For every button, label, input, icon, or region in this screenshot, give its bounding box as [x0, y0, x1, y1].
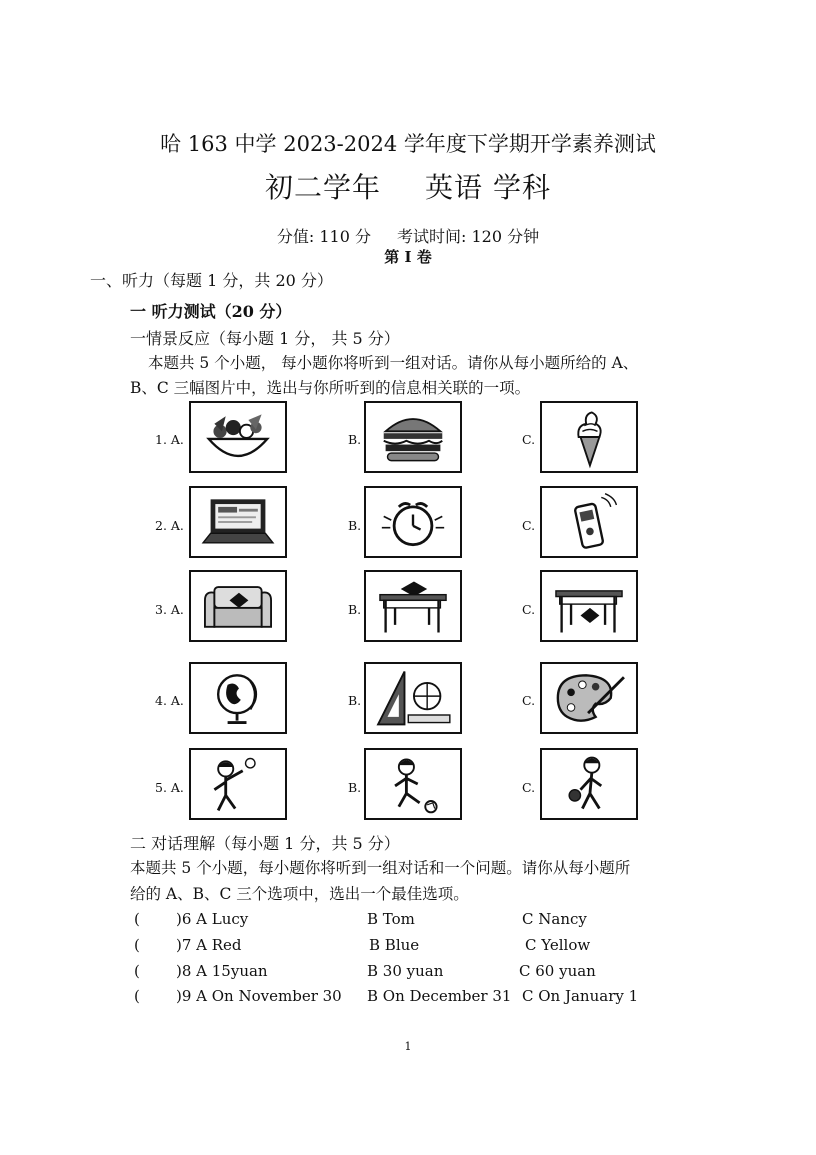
- q3-label-c: C.: [522, 602, 536, 617]
- q3-label-b: B.: [348, 602, 362, 617]
- globe-icon: [191, 664, 285, 732]
- girl-basketball-icon: [542, 750, 636, 818]
- q5-label-b: B.: [348, 780, 362, 795]
- q4-option-b-picture[interactable]: [364, 662, 462, 734]
- section-heading: 一、听力（每题 1 分，共 20 分）: [90, 271, 333, 290]
- q6-option-c[interactable]: C Nancy: [522, 910, 587, 928]
- volume-label: 第 I 卷: [384, 248, 432, 266]
- q9-answer-bracket[interactable]: (: [134, 987, 140, 1005]
- q1-label-a: 1. A.: [155, 432, 184, 447]
- time-label: 考试时间: 120 分钟: [397, 227, 540, 246]
- girl-volleyball-icon: [191, 750, 285, 818]
- q6-option-b[interactable]: B Tom: [367, 910, 415, 928]
- q5-option-a-picture[interactable]: [189, 748, 287, 820]
- q5-option-c-picture[interactable]: [540, 748, 638, 820]
- q2-label-a: 2. A.: [155, 518, 184, 533]
- sofa-icon: [191, 572, 285, 640]
- listening-subheading: 一 听力测试（20 分）: [130, 302, 292, 321]
- q4-label-b: B.: [348, 693, 362, 708]
- q2-option-c-picture[interactable]: [540, 486, 638, 558]
- hamburger-icon: [366, 403, 460, 471]
- exam-meta: [0, 224, 816, 247]
- q8-option-a[interactable]: )8 A 15yuan: [176, 962, 268, 980]
- q4-label-c: C.: [522, 693, 536, 708]
- q8-answer-bracket[interactable]: (: [134, 962, 140, 980]
- q5-option-b-picture[interactable]: [364, 748, 462, 820]
- q9-option-c[interactable]: C On January 1: [522, 987, 639, 1005]
- q5-label-a: 5. A.: [155, 780, 184, 795]
- q8-option-c[interactable]: C 60 yuan: [519, 962, 596, 980]
- girl-football-icon: [366, 750, 460, 818]
- q7-option-a[interactable]: )7 A Red: [176, 936, 242, 954]
- score-label: 分值: 110 分: [276, 227, 371, 246]
- exam-title: 哈 163 中学 2023-2024 学年度下学期开学素养测试: [160, 132, 656, 156]
- rulers-icon: [366, 664, 460, 732]
- q7-option-b[interactable]: B Blue: [369, 936, 420, 954]
- q4-option-c-picture[interactable]: [540, 662, 638, 734]
- ice-cream-icon: [542, 403, 636, 471]
- part2-instructions-line2: 给的 A、B、C 三个选项中，选出一个最佳选项。: [130, 885, 469, 903]
- desk-icon: [366, 572, 460, 640]
- q1-option-a-picture[interactable]: [189, 401, 287, 473]
- part1-instructions-line2: B、C 三幅图片中，选出与你所听到的信息相关联的一项。: [130, 379, 531, 397]
- salad-bowl-icon: [191, 403, 285, 471]
- part2-instructions-line1: 本题共 5 个小题，每小题你将听到一组对话和一个问题。请你从每小题所: [130, 859, 631, 877]
- q4-label-a: 4. A.: [155, 693, 184, 708]
- q2-label-c: C.: [522, 518, 536, 533]
- q6-option-a[interactable]: )6 A Lucy: [176, 910, 249, 928]
- q4-option-a-picture[interactable]: [189, 662, 287, 734]
- q8-option-b[interactable]: B 30 yuan: [367, 962, 444, 980]
- q1-option-b-picture[interactable]: [364, 401, 462, 473]
- q3-label-a: 3. A.: [155, 602, 184, 617]
- grade-label: 初二学年: [265, 171, 382, 204]
- q9-option-b[interactable]: B On December 31: [367, 987, 512, 1005]
- part2-heading: 二 对话理解（每小题 1 分，共 5 分）: [130, 834, 400, 853]
- q2-option-a-picture[interactable]: [189, 486, 287, 558]
- q2-option-b-picture[interactable]: [364, 486, 462, 558]
- q6-answer-bracket[interactable]: (: [134, 910, 140, 928]
- subject-label: 英语 学科: [425, 171, 551, 204]
- q3-option-c-picture[interactable]: [540, 570, 638, 642]
- phone-icon: [542, 488, 636, 556]
- q3-option-b-picture[interactable]: [364, 570, 462, 642]
- palette-icon: [542, 664, 636, 732]
- q7-option-c[interactable]: C Yellow: [525, 936, 591, 954]
- alarm-clock-icon: [366, 488, 460, 556]
- part1-heading: 一情景反应（每小题 1 分， 共 5 分）: [130, 329, 400, 348]
- q5-label-c: C.: [522, 780, 536, 795]
- q7-answer-bracket[interactable]: (: [134, 936, 140, 954]
- q9-option-a[interactable]: )9 A On November 30: [176, 987, 342, 1005]
- page-number: 1: [404, 1040, 412, 1053]
- q1-label-b: B.: [348, 432, 362, 447]
- q2-label-b: B.: [348, 518, 362, 533]
- q3-option-a-picture[interactable]: [189, 570, 287, 642]
- exam-subtitle: [0, 166, 816, 206]
- laptop-icon: [191, 488, 285, 556]
- desk-icon: [542, 572, 636, 640]
- q1-label-c: C.: [522, 432, 536, 447]
- part1-instructions-line1: 本题共 5 个小题， 每小题你将听到一组对话。请你从每小题所给的 A、: [148, 354, 639, 372]
- q1-option-c-picture[interactable]: [540, 401, 638, 473]
